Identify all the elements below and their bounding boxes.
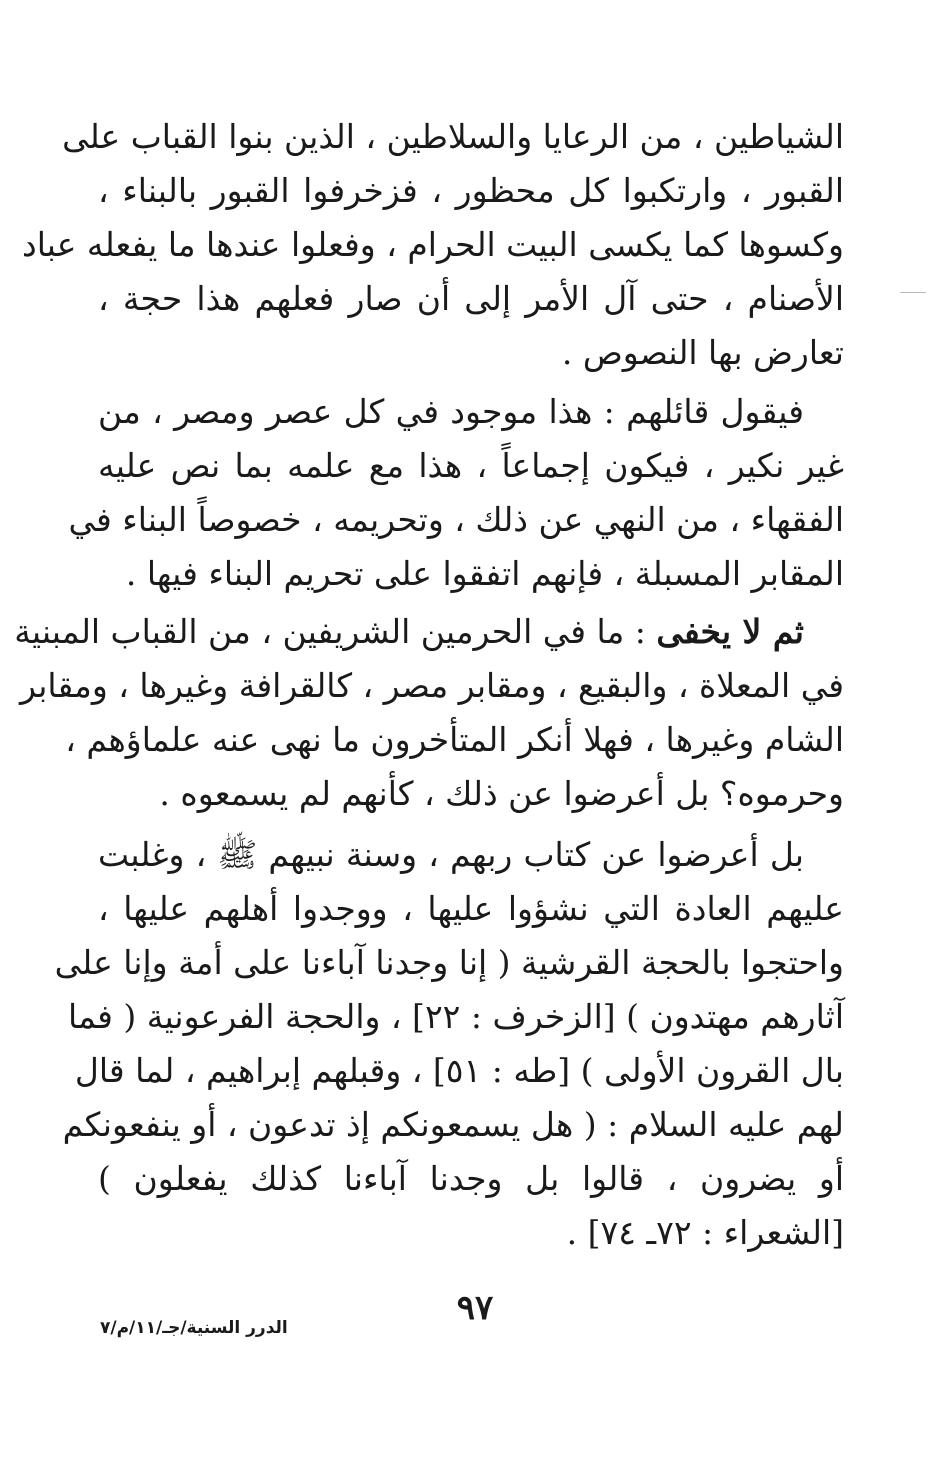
paragraph-line: في المعلاة ، والبقيع ، ومقابر مصر ، كالقرافة وغيرها ، ومقابر	[20, 666, 844, 705]
paragraph-line: بال القرون الأولى ) [طه : ٥١] ، وقبلهم إبراهيم ، لما قال	[74, 1051, 844, 1090]
paragraph-line: الفقهاء ، من النهي عن ذلك ، وتحريمه ، خصوصاً البناء في	[68, 500, 844, 539]
paragraph-line: عليهم العادة التي نشؤوا عليها ، ووجدوا أهلهم عليها ،	[98, 889, 844, 928]
paragraph-line: غير نكير ، فيكون إجماعاً ، هذا مع علمه بما نص عليه	[98, 446, 844, 485]
paragraph-line: [الشعراء : ٧٢ـ ٧٤] .	[566, 1213, 844, 1252]
paragraph-lead-phrase: ثم لا يخفى	[656, 612, 804, 651]
paragraph-line: تعارض بها النصوص .	[561, 333, 844, 372]
paragraph-line: الشام وغيرها ، فهلا أنكر المتأخرون ما نهى عنه علماؤهم ،	[65, 720, 844, 759]
paragraph-line: المقابر المسبلة ، فإنهم اتفقوا على تحريم البناء فيها .	[125, 554, 844, 593]
paragraph-line: الأصنام ، حتى آل الأمر إلى أن صار فعلهم هذا حجة ،	[98, 279, 844, 318]
margin-mark	[900, 292, 926, 293]
paragraph-first-line-rest: : ما في الحرمين الشريفين ، من القباب المبنية	[14, 612, 657, 651]
paragraph-line: واحتجوا بالحجة القرشية ( إنا وجدنا آباءنا على أمة وإنا على	[54, 943, 844, 982]
paragraph-line: فيقول قائلهم : هذا موجود في كل عصر ومصر ، من	[98, 392, 804, 431]
paragraph-line: أو يضرون ، قالوا بل وجدنا آباءنا كذلك يفعلون )	[98, 1159, 844, 1198]
paragraph-line: بل أعرضوا عن كتاب ربهم ، وسنة نبيهم ﷺ ، وغلبت	[98, 835, 804, 874]
paragraph-line: لهم عليه السلام : ( هل يسمعونكم إذ تدعون ، أو ينفعونكم	[62, 1105, 844, 1144]
page-number: ٩٧	[456, 1288, 494, 1328]
paragraph-line: آثارهم مهتدون ) [الزخرف : ٢٢] ، والحجة الفرعونية ( فما	[68, 997, 844, 1036]
paragraph-4	[54, 828, 844, 1260]
paragraph-3	[14, 605, 844, 821]
paragraph-first-line	[14, 605, 844, 659]
paragraph-line: القبور ، وارتكبوا كل محظور ، فزخرفوا القبور بالبناء ،	[98, 171, 844, 210]
paragraph-1	[22, 110, 844, 380]
paragraph-line: الشياطين ، من الرعايا والسلاطين ، الذين بنوا القباب على	[62, 117, 844, 156]
paragraph-line: وحرموه؟ بل أعرضوا عن ذلك ، كأنهم لم يسمعوه .	[159, 774, 844, 813]
paragraph-line: وكسوها كما يكسى البيت الحرام ، وفعلوا عندها ما يفعله عباد	[22, 225, 844, 264]
paragraph-2	[68, 385, 844, 601]
printer-signature: الدرر السنية/جـ/١١/م/٧	[100, 1318, 288, 1338]
